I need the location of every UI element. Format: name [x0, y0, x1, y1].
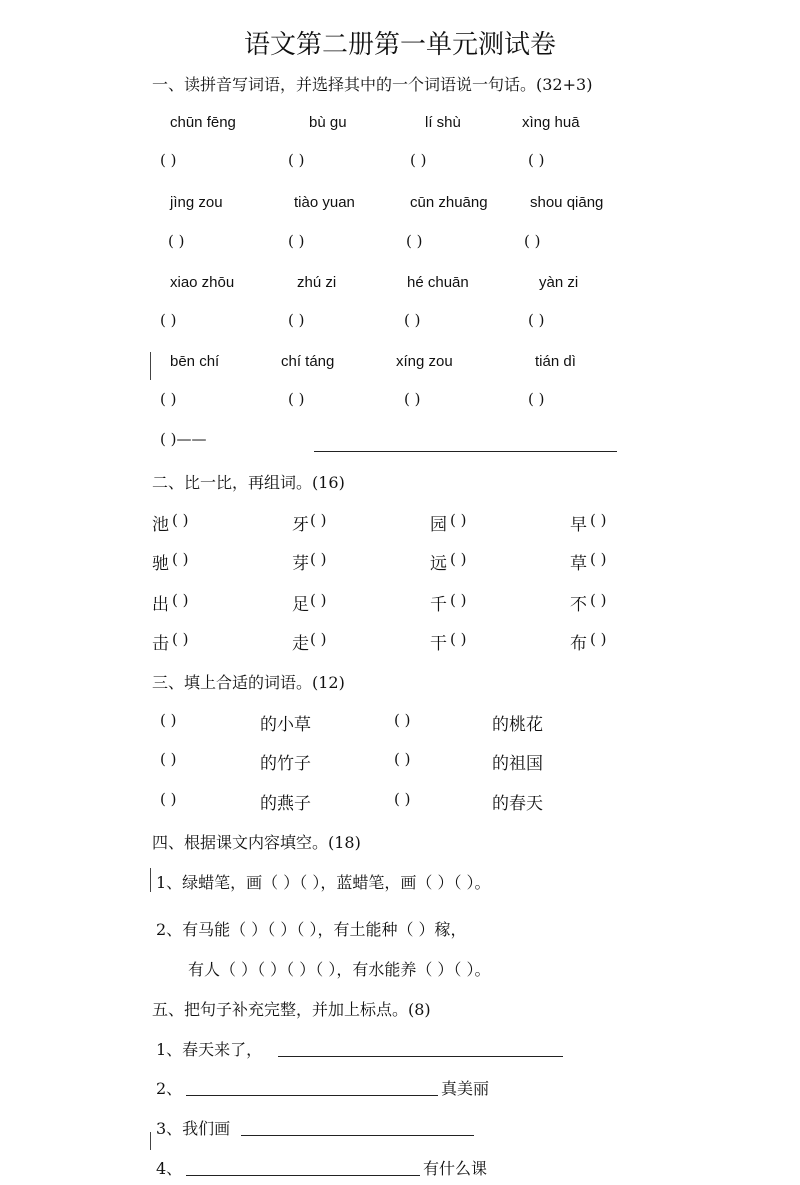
answer-line[interactable] [186, 1095, 438, 1096]
answer-line[interactable] [241, 1135, 474, 1136]
compare-char: 牙 [292, 515, 309, 535]
sentence-item-4-number: 4、 [156, 1159, 183, 1178]
answer-blank[interactable]: ( ) [590, 511, 607, 529]
pinyin: bēn chí [170, 353, 220, 370]
compare-char: 干 [430, 634, 447, 654]
answer-blank[interactable]: ( ) [590, 591, 607, 609]
margin-mark [150, 1132, 151, 1150]
margin-mark [150, 352, 151, 380]
pinyin: hé chuān [407, 274, 469, 291]
answer-blank[interactable]: ( ) [528, 311, 545, 329]
answer-blank[interactable]: ( ) [160, 790, 177, 808]
section-2-heading: 二、比一比，再组词。(16) [152, 473, 345, 492]
fill-line-1[interactable]: 1、绿蜡笔，画（ ）（ ），蓝蜡笔，画（ ）（ ）。 [156, 873, 491, 892]
compare-char: 池 [152, 515, 169, 535]
fill-phrase: 的燕子 [260, 794, 311, 814]
pinyin: jìng zou [170, 194, 223, 211]
answer-blank[interactable]: ( ) [404, 311, 421, 329]
compare-char: 园 [430, 515, 447, 535]
compare-char: 不 [570, 595, 587, 615]
page-title: 语文第二册第一单元测试卷 [243, 30, 556, 60]
answer-blank[interactable]: ( ) [450, 591, 467, 609]
compare-char: 走 [292, 634, 309, 654]
pinyin: xiao zhōu [170, 274, 235, 291]
answer-blank[interactable]: ( ) [310, 550, 327, 568]
compare-char: 布 [570, 634, 587, 654]
fill-line-3[interactable]: 有人（ ）（ ）（ ）（ ），有水能养（ ）（ ）。 [188, 960, 491, 979]
section-1-heading: 一、读拼音写词语，并选择其中的一个词语说一句话。(32+3) [152, 75, 593, 94]
section-3-heading: 三、填上合适的词语。(12) [152, 673, 345, 692]
fill-phrase: 的春天 [492, 794, 543, 814]
answer-blank[interactable]: ( ) [528, 390, 545, 408]
sentence-word-blank[interactable]: ( )—— [160, 430, 207, 448]
compare-char: 早 [570, 515, 587, 535]
answer-blank[interactable]: ( ) [410, 151, 427, 169]
compare-char: 击 [152, 634, 169, 654]
answer-blank[interactable]: ( ) [288, 232, 305, 250]
answer-blank[interactable]: ( ) [528, 151, 545, 169]
pinyin: chūn fēng [170, 114, 236, 131]
compare-char: 足 [292, 595, 309, 615]
answer-blank[interactable]: ( ) [172, 591, 189, 609]
answer-blank[interactable]: ( ) [160, 750, 177, 768]
compare-char: 芽 [292, 554, 309, 574]
sentence-item-3: 3、我们画 [156, 1119, 231, 1138]
answer-blank[interactable]: ( ) [310, 591, 327, 609]
pinyin: chí táng [281, 353, 335, 370]
compare-char: 驰 [152, 554, 169, 574]
answer-line[interactable] [186, 1175, 420, 1176]
answer-blank[interactable]: ( ) [310, 630, 327, 648]
compare-char: 草 [570, 554, 587, 574]
answer-blank[interactable]: ( ) [590, 630, 607, 648]
answer-blank[interactable]: ( ) [524, 232, 541, 250]
section-4-heading: 四、根据课文内容填空。(18) [152, 833, 361, 852]
pinyin: tiào yuan [294, 194, 355, 211]
fill-phrase: 的桃花 [492, 715, 543, 735]
sentence-item-2-number: 2、 [156, 1079, 183, 1098]
answer-blank[interactable]: ( ) [160, 711, 177, 729]
fill-phrase: 的祖国 [492, 754, 543, 774]
pinyin: cūn zhuāng [410, 194, 488, 211]
answer-blank[interactable]: ( ) [406, 232, 423, 250]
answer-blank[interactable]: ( ) [394, 790, 411, 808]
pinyin: tián dì [535, 353, 576, 370]
pinyin: zhú zi [297, 274, 337, 291]
answer-blank[interactable]: ( ) [394, 750, 411, 768]
fill-phrase: 的竹子 [260, 754, 311, 774]
sentence-item-2-suffix: 真美丽 [441, 1079, 490, 1098]
answer-blank[interactable]: ( ) [404, 390, 421, 408]
answer-blank[interactable]: ( ) [288, 390, 305, 408]
answer-blank[interactable]: ( ) [590, 550, 607, 568]
compare-char: 出 [152, 595, 169, 615]
section-5-heading: 五、把句子补充完整，并加上标点。(8) [152, 1000, 431, 1019]
pinyin: bù gu [309, 114, 347, 131]
pinyin: xìng huā [522, 114, 580, 131]
sentence-answer-line[interactable] [314, 451, 617, 452]
fill-phrase: 的小草 [260, 715, 311, 735]
pinyin: shou qiāng [530, 194, 604, 211]
answer-blank[interactable]: ( ) [172, 511, 189, 529]
margin-mark [150, 868, 151, 892]
answer-blank[interactable]: ( ) [160, 311, 177, 329]
answer-blank[interactable]: ( ) [450, 550, 467, 568]
answer-blank[interactable]: ( ) [288, 311, 305, 329]
answer-blank[interactable]: ( ) [172, 550, 189, 568]
answer-blank[interactable]: ( ) [168, 232, 185, 250]
answer-blank[interactable]: ( ) [288, 151, 305, 169]
answer-blank[interactable]: ( ) [172, 630, 189, 648]
answer-blank[interactable]: ( ) [310, 511, 327, 529]
answer-blank[interactable]: ( ) [160, 390, 177, 408]
answer-blank[interactable]: ( ) [160, 151, 177, 169]
answer-blank[interactable]: ( ) [450, 630, 467, 648]
compare-char: 千 [430, 595, 447, 615]
pinyin: xíng zou [396, 353, 453, 370]
pinyin: lí shù [425, 114, 461, 131]
answer-blank[interactable]: ( ) [450, 511, 467, 529]
sentence-item-1: 1、春天来了， [156, 1040, 263, 1059]
answer-blank[interactable]: ( ) [394, 711, 411, 729]
sentence-item-4-suffix: 有什么课 [423, 1159, 488, 1178]
pinyin: yàn zi [539, 274, 579, 291]
answer-line[interactable] [278, 1056, 563, 1057]
fill-line-2[interactable]: 2、有马能（ ）（ ）（ ），有土能种（ ）稼， [156, 920, 467, 939]
compare-char: 远 [430, 554, 447, 574]
